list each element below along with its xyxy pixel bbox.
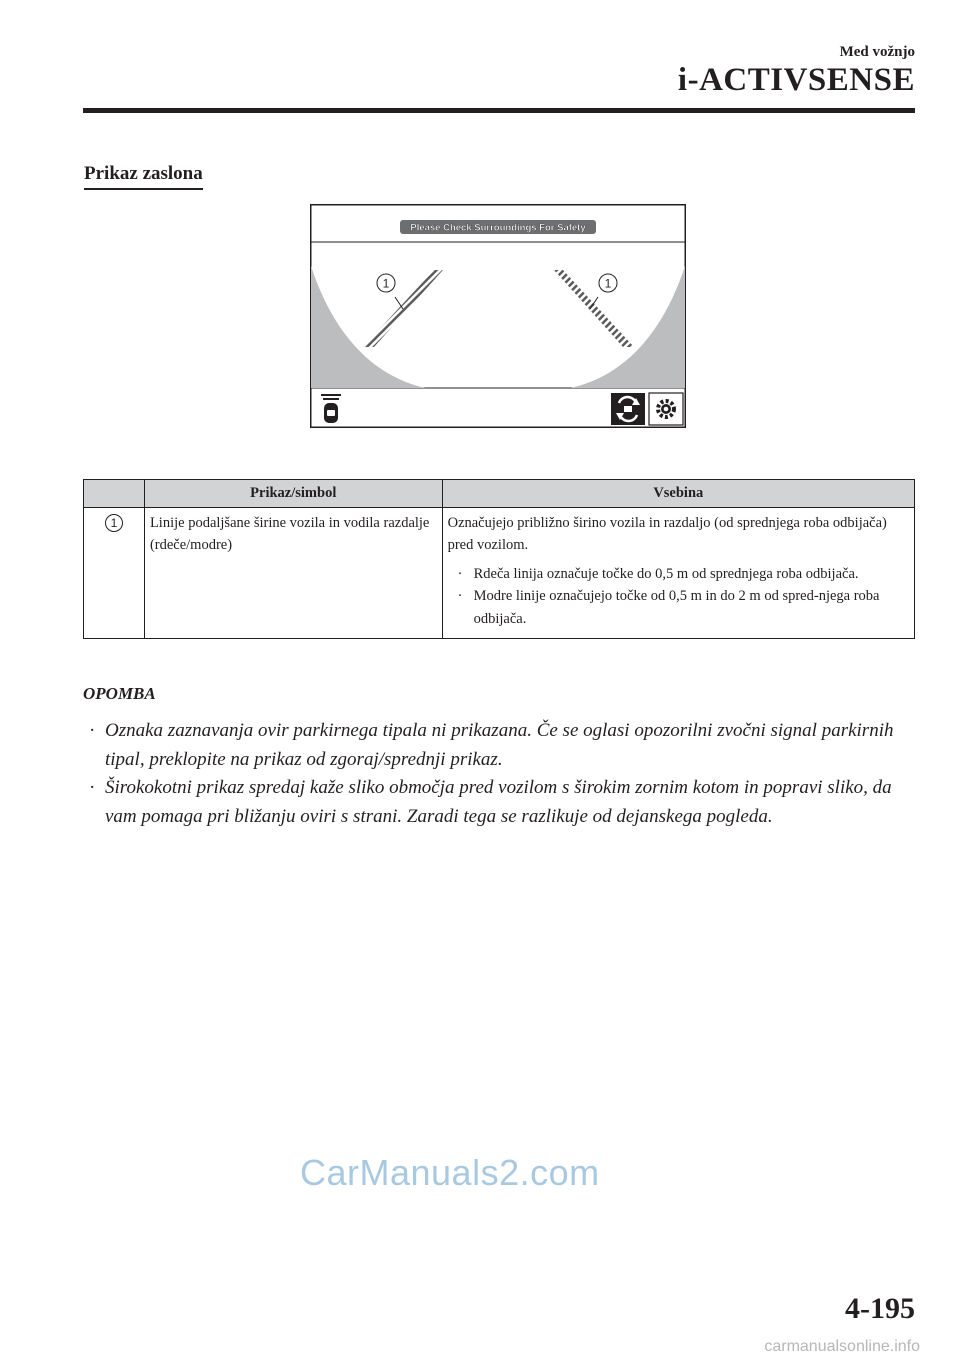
gear-icon bbox=[649, 393, 683, 425]
svg-text:1: 1 bbox=[382, 276, 390, 291]
note-title: OPOMBA bbox=[83, 684, 156, 703]
symbol-table bbox=[83, 479, 915, 639]
content-intro: Označujejo približno širino vozila in razdaljo (od sprednjega roba odbijača) pred vozilom. bbox=[447, 515, 887, 554]
watermark: CarManuals2.com bbox=[300, 1152, 600, 1193]
symbol-cell: Linije podaljšane širine vozila in vodila razdalje (rdeče/modre) bbox=[144, 508, 442, 639]
header-content: Vsebina bbox=[442, 480, 914, 508]
page-number: 4-195 bbox=[845, 1292, 915, 1325]
section-title: Prikaz zaslona bbox=[84, 163, 203, 190]
content-cell bbox=[442, 508, 914, 639]
circled-number-icon: 1 bbox=[105, 514, 123, 532]
note-list bbox=[83, 717, 903, 831]
header-symbol: Prikaz/simbol bbox=[144, 480, 442, 508]
table-row bbox=[84, 508, 915, 639]
content-bullet: · Modre linije označujejo točke od 0,5 m in do 2 m od spred-njega roba odbijača. bbox=[457, 588, 880, 627]
section-heading: i-ACTIVSENSE bbox=[677, 62, 915, 98]
note-item: · Širokokotni prikaz spredaj kaže sliko območja pred vozilom s širokim zornim kotom in popravi sliko, da vam pomaga pri bližanju oviri s strani. Zaradi tega se razlikuje od dejanskega pogleda. bbox=[89, 777, 892, 827]
marker-cell bbox=[84, 508, 145, 639]
note-item: · Oznaka zaznavanja ovir parkirnega tipala ni prikazana. Če se oglasi opozorilni zvočni signal parkirnih tipal, preklopite na prikaz od zgoraj/sprednji prikaz. bbox=[89, 720, 894, 770]
footer-url: carmanualsonline.info bbox=[764, 1338, 920, 1355]
banner-text: Please Check Surroundings For Safety bbox=[410, 222, 586, 234]
chapter-title: Med vožnjo bbox=[839, 44, 915, 60]
content-bullet: · Rdeča linija označuje točke do 0,5 m od sprednjega roba odbijača. bbox=[457, 565, 859, 582]
display-screen-illustration bbox=[310, 204, 686, 428]
camera-switch-icon bbox=[611, 393, 645, 425]
header-marker bbox=[84, 480, 145, 508]
table-header-row bbox=[84, 480, 915, 508]
svg-text:1: 1 bbox=[604, 276, 612, 291]
header-rule bbox=[83, 108, 915, 113]
